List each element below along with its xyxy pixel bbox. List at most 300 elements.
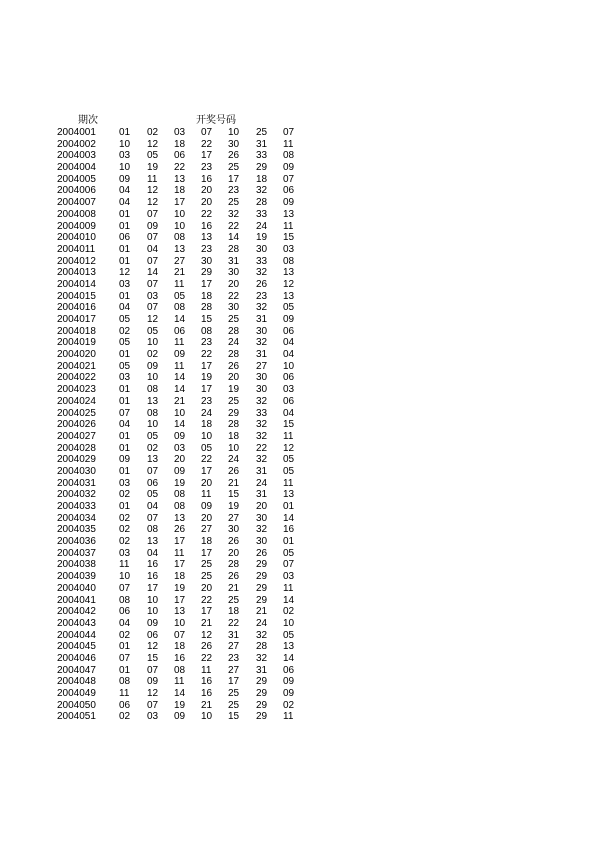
number-cell: 23 [228, 185, 240, 197]
issue-cell: 2004029 [57, 454, 96, 466]
number-cell: 01 [119, 127, 131, 138]
number-cell: 09 [147, 360, 159, 372]
number-cell: 27 [201, 524, 213, 536]
number-cell: 31 [256, 664, 268, 676]
number-cell: 11 [174, 337, 185, 349]
issue-cell: 2004003 [57, 150, 96, 162]
number-cell: 30 [228, 524, 240, 536]
table-row [0, 139, 600, 151]
number-cell: 16 [201, 173, 213, 185]
number-cell: 05 [201, 442, 213, 454]
number-cell: 02 [147, 127, 159, 138]
number-cell: 11 [174, 278, 185, 290]
issue-cell: 2004025 [57, 407, 96, 419]
number-cell: 02 [119, 512, 131, 524]
special-number-cell: 02 [283, 606, 295, 618]
issue-cell: 2004013 [57, 267, 96, 279]
table-body [0, 127, 600, 723]
number-cell: 06 [119, 232, 131, 244]
number-cell: 01 [119, 243, 131, 255]
number-cell: 32 [256, 524, 268, 536]
number-cell: 19 [256, 232, 268, 244]
table-row [0, 571, 600, 583]
number-cell: 24 [256, 477, 268, 489]
number-cell: 09 [201, 501, 213, 512]
number-cell: 21 [174, 395, 186, 407]
special-number-cell: 13 [283, 290, 295, 302]
number-cell: 03 [174, 127, 186, 138]
issue-cell: 2004026 [57, 419, 96, 431]
number-cell: 28 [228, 349, 240, 361]
special-number-cell: 14 [283, 512, 295, 524]
special-number-cell: 03 [283, 384, 295, 396]
number-cell: 09 [147, 220, 159, 232]
number-cell: 21 [201, 699, 213, 711]
number-cell: 09 [174, 430, 186, 442]
number-cell: 08 [174, 489, 186, 501]
number-cell: 17 [174, 594, 186, 606]
issue-cell: 2004017 [57, 314, 96, 325]
issue-cell: 2004046 [57, 652, 96, 664]
issue-cell: 2004033 [57, 501, 96, 512]
table-row [0, 337, 600, 349]
number-cell: 22 [201, 208, 213, 220]
number-cell: 05 [119, 337, 131, 349]
special-number-cell: 04 [283, 337, 295, 349]
special-number-cell: 06 [283, 372, 295, 384]
number-cell: 30 [256, 536, 268, 548]
number-cell: 15 [201, 314, 213, 325]
number-cell: 22 [201, 454, 213, 466]
table-row [0, 185, 600, 197]
number-cell: 07 [174, 629, 186, 641]
special-number-cell: 06 [283, 664, 295, 676]
special-number-cell: 01 [283, 501, 295, 512]
number-cell: 25 [201, 571, 213, 583]
issue-cell: 2004016 [57, 302, 96, 314]
number-cell: 07 [147, 512, 159, 524]
number-cell: 31 [256, 349, 268, 361]
number-cell: 27 [256, 360, 268, 372]
issue-cell: 2004036 [57, 536, 96, 548]
issue-cell: 2004012 [57, 255, 96, 267]
table-row [0, 326, 600, 338]
number-cell: 20 [201, 512, 213, 524]
issue-cell: 2004038 [57, 559, 96, 571]
table-row [0, 711, 600, 723]
number-cell: 25 [228, 395, 240, 407]
number-cell: 23 [201, 162, 213, 174]
table-row [0, 641, 600, 653]
number-cell: 29 [256, 559, 268, 571]
number-cell: 30 [256, 372, 268, 384]
issue-cell: 2004021 [57, 360, 96, 372]
table-row [0, 361, 600, 373]
special-number-cell: 13 [283, 641, 295, 653]
number-cell: 19 [174, 699, 186, 711]
issue-cell: 2004001 [57, 127, 96, 138]
number-cell: 33 [256, 255, 268, 267]
number-cell: 12 [201, 629, 213, 641]
number-cell: 05 [119, 314, 131, 325]
number-cell: 22 [228, 220, 240, 232]
number-cell: 32 [256, 302, 268, 314]
issue-cell: 2004019 [57, 337, 96, 349]
number-cell: 07 [147, 465, 159, 477]
number-cell: 05 [147, 325, 159, 337]
special-number-cell: 09 [283, 314, 295, 325]
number-cell: 30 [256, 384, 268, 396]
number-cell: 11 [201, 489, 212, 501]
number-cell: 07 [147, 278, 159, 290]
table-row [0, 478, 600, 490]
number-cell: 08 [147, 524, 159, 536]
number-cell: 31 [256, 489, 268, 501]
number-cell: 08 [174, 501, 186, 512]
table-row [0, 618, 600, 630]
number-cell: 25 [228, 314, 240, 325]
number-cell: 17 [201, 606, 213, 618]
number-cell: 01 [119, 208, 131, 220]
number-cell: 13 [147, 536, 159, 548]
special-number-cell: 16 [283, 524, 295, 536]
number-cell: 07 [147, 232, 159, 244]
number-cell: 31 [256, 138, 268, 150]
number-cell: 33 [256, 150, 268, 162]
number-cell: 01 [119, 430, 131, 442]
number-cell: 17 [201, 150, 213, 162]
special-number-cell: 09 [283, 688, 295, 699]
number-cell: 24 [256, 220, 268, 232]
number-cell: 26 [174, 524, 186, 536]
special-number-cell: 15 [283, 419, 295, 431]
issue-cell: 2004050 [57, 699, 96, 711]
number-cell: 12 [147, 641, 159, 653]
number-cell: 04 [119, 197, 131, 209]
number-cell: 07 [147, 255, 159, 267]
issue-cell: 2004049 [57, 688, 96, 699]
number-cell: 09 [174, 349, 186, 361]
number-cell: 02 [119, 536, 131, 548]
number-cell: 03 [119, 547, 131, 559]
number-cell: 23 [201, 337, 213, 349]
number-cell: 27 [228, 664, 240, 676]
number-cell: 28 [228, 325, 240, 337]
number-cell: 02 [147, 442, 159, 454]
number-cell: 26 [228, 360, 240, 372]
number-cell: 01 [119, 395, 131, 407]
number-cell: 26 [256, 547, 268, 559]
number-cell: 20 [201, 197, 213, 209]
number-cell: 08 [174, 232, 186, 244]
number-cell: 13 [147, 454, 159, 466]
number-cell: 25 [228, 197, 240, 209]
special-number-cell: 08 [283, 150, 295, 162]
special-number-cell: 13 [283, 489, 295, 501]
number-cell: 19 [147, 162, 159, 174]
table-row [0, 583, 600, 595]
special-number-cell: 07 [283, 173, 295, 185]
number-cell: 08 [174, 664, 186, 676]
number-cell: 28 [228, 243, 240, 255]
issue-cell: 2004035 [57, 524, 96, 536]
table-row [0, 548, 600, 560]
number-cell: 18 [174, 185, 186, 197]
number-cell: 13 [174, 606, 186, 618]
issue-cell: 2004045 [57, 641, 96, 653]
special-number-cell: 07 [283, 559, 295, 571]
number-cell: 01 [119, 664, 131, 676]
special-number-cell: 12 [283, 442, 295, 454]
number-cell: 17 [228, 676, 240, 688]
issue-cell: 2004042 [57, 606, 96, 618]
special-number-cell: 06 [283, 185, 295, 197]
table-row [0, 419, 600, 431]
number-cell: 18 [201, 536, 213, 548]
number-cell: 32 [256, 454, 268, 466]
number-cell: 19 [228, 501, 240, 512]
number-cell: 10 [147, 372, 159, 384]
table-row [0, 291, 600, 303]
number-cell: 15 [228, 711, 240, 723]
number-cell: 02 [147, 349, 159, 361]
number-cell: 10 [174, 220, 186, 232]
number-cell: 10 [119, 571, 131, 583]
number-cell: 06 [147, 477, 159, 489]
number-cell: 08 [174, 302, 186, 314]
issue-cell: 2004007 [57, 197, 96, 209]
number-cell: 10 [174, 208, 186, 220]
issue-cell: 2004034 [57, 512, 96, 524]
number-cell: 29 [256, 688, 268, 699]
number-cell: 18 [174, 571, 186, 583]
number-cell: 10 [228, 442, 240, 454]
number-cell: 21 [174, 267, 186, 279]
table-row [0, 606, 600, 618]
table-row [0, 221, 600, 233]
number-cell: 10 [147, 419, 159, 431]
number-cell: 20 [201, 582, 213, 594]
table-row [0, 396, 600, 408]
number-cell: 31 [256, 465, 268, 477]
number-cell: 27 [174, 255, 186, 267]
table-row [0, 150, 600, 162]
number-cell: 22 [174, 162, 186, 174]
issue-cell: 2004006 [57, 185, 96, 197]
number-cell: 18 [201, 419, 213, 431]
number-cell: 16 [201, 688, 213, 699]
number-cell: 19 [201, 372, 213, 384]
number-cell: 17 [174, 559, 186, 571]
number-cell: 01 [119, 290, 131, 302]
number-cell: 27 [228, 641, 240, 653]
table-row [0, 302, 600, 314]
number-cell: 02 [119, 325, 131, 337]
number-cell: 11 [201, 664, 212, 676]
number-cell: 22 [228, 290, 240, 302]
table-row [0, 408, 600, 420]
number-cell: 25 [256, 127, 268, 138]
number-cell: 07 [119, 407, 131, 419]
number-cell: 24 [228, 337, 240, 349]
number-cell: 20 [228, 278, 240, 290]
issue-cell: 2004047 [57, 664, 96, 676]
special-number-cell: 05 [283, 454, 295, 466]
number-cell: 10 [119, 138, 131, 150]
table-row [0, 174, 600, 186]
number-cell: 22 [201, 594, 213, 606]
number-cell: 29 [256, 571, 268, 583]
number-cell: 22 [201, 138, 213, 150]
number-cell: 29 [256, 582, 268, 594]
issue-cell: 2004004 [57, 162, 96, 174]
number-cell: 06 [174, 325, 186, 337]
number-cell: 26 [228, 536, 240, 548]
number-cell: 20 [201, 185, 213, 197]
special-number-cell: 15 [283, 232, 295, 244]
number-cell: 17 [201, 465, 213, 477]
issue-cell: 2004030 [57, 465, 96, 477]
number-cell: 05 [147, 489, 159, 501]
number-cell: 10 [147, 594, 159, 606]
number-cell: 03 [119, 150, 131, 162]
special-number-cell: 05 [283, 302, 295, 314]
number-cell: 10 [228, 127, 240, 138]
table-row [0, 244, 600, 256]
number-cell: 08 [119, 594, 131, 606]
number-cell: 15 [228, 489, 240, 501]
special-number-cell: 11 [283, 711, 294, 723]
number-cell: 18 [201, 290, 213, 302]
special-number-cell: 14 [283, 594, 295, 606]
number-cell: 03 [119, 477, 131, 489]
number-cell: 07 [147, 664, 159, 676]
number-cell: 29 [256, 699, 268, 711]
number-cell: 12 [147, 314, 159, 325]
number-cell: 07 [147, 302, 159, 314]
issue-cell: 2004022 [57, 372, 96, 384]
number-cell: 05 [147, 430, 159, 442]
number-cell: 07 [147, 208, 159, 220]
number-cell: 12 [147, 197, 159, 209]
number-cell: 10 [201, 711, 213, 723]
number-cell: 22 [228, 617, 240, 629]
number-cell: 06 [119, 699, 131, 711]
special-number-cell: 07 [283, 127, 295, 138]
number-cell: 21 [228, 582, 240, 594]
number-cell: 12 [147, 688, 159, 699]
special-number-cell: 08 [283, 255, 295, 267]
number-cell: 31 [228, 255, 240, 267]
number-cell: 14 [174, 314, 186, 325]
number-cell: 07 [201, 127, 213, 138]
issue-cell: 2004051 [57, 711, 96, 723]
number-cell: 32 [228, 208, 240, 220]
number-cell: 29 [228, 407, 240, 419]
number-cell: 11 [119, 688, 130, 699]
number-cell: 15 [147, 652, 159, 664]
number-cell: 02 [119, 524, 131, 536]
number-cell: 17 [201, 384, 213, 396]
issue-cell: 2004023 [57, 384, 96, 396]
number-cell: 30 [256, 512, 268, 524]
number-cell: 08 [201, 325, 213, 337]
number-cell: 04 [119, 419, 131, 431]
number-cell: 01 [119, 442, 131, 454]
number-cell: 05 [119, 360, 131, 372]
number-cell: 17 [174, 197, 186, 209]
number-cell: 29 [256, 594, 268, 606]
special-number-cell: 11 [283, 582, 294, 594]
number-cell: 25 [228, 162, 240, 174]
number-cell: 09 [119, 173, 131, 185]
table-row [0, 443, 600, 455]
special-number-cell: 04 [283, 407, 295, 419]
table-row [0, 489, 600, 501]
number-cell: 25 [228, 594, 240, 606]
number-cell: 14 [174, 372, 186, 384]
special-number-cell: 10 [283, 617, 295, 629]
number-cell: 14 [174, 419, 186, 431]
number-cell: 33 [256, 208, 268, 220]
table-row [0, 384, 600, 396]
table-row [0, 256, 600, 268]
number-cell: 17 [201, 278, 213, 290]
number-cell: 32 [256, 629, 268, 641]
number-cell: 05 [147, 150, 159, 162]
special-number-cell: 13 [283, 267, 295, 279]
special-number-cell: 09 [283, 676, 295, 688]
number-cell: 04 [119, 302, 131, 314]
table-row [0, 232, 600, 244]
special-number-cell: 03 [283, 571, 295, 583]
issue-column-header: 期次 [78, 115, 98, 126]
issue-cell: 2004032 [57, 489, 96, 501]
special-number-cell: 11 [283, 430, 294, 442]
number-cell: 16 [201, 220, 213, 232]
number-cell: 20 [174, 454, 186, 466]
issue-cell: 2004018 [57, 325, 96, 337]
table-row [0, 665, 600, 677]
issue-cell: 2004020 [57, 349, 96, 361]
number-cell: 04 [147, 547, 159, 559]
number-cell: 04 [147, 501, 159, 512]
number-cell: 19 [174, 582, 186, 594]
number-cell: 30 [201, 255, 213, 267]
issue-cell: 2004010 [57, 232, 96, 244]
number-cell: 18 [228, 606, 240, 618]
number-cell: 12 [147, 138, 159, 150]
table-row [0, 630, 600, 642]
number-cell: 16 [147, 559, 159, 571]
number-cell: 28 [256, 197, 268, 209]
table-row [0, 524, 600, 536]
special-number-cell: 13 [283, 208, 295, 220]
number-cell: 24 [256, 617, 268, 629]
number-cell: 21 [256, 606, 268, 618]
table-row [0, 279, 600, 291]
number-cell: 27 [228, 512, 240, 524]
special-number-cell: 12 [283, 278, 295, 290]
number-cell: 01 [119, 255, 131, 267]
number-cell: 18 [174, 641, 186, 653]
number-cell: 11 [174, 360, 185, 372]
special-number-cell: 09 [283, 197, 295, 209]
number-cell: 13 [201, 232, 213, 244]
number-cell: 14 [147, 267, 159, 279]
number-cell: 14 [228, 232, 240, 244]
number-cell: 26 [228, 150, 240, 162]
